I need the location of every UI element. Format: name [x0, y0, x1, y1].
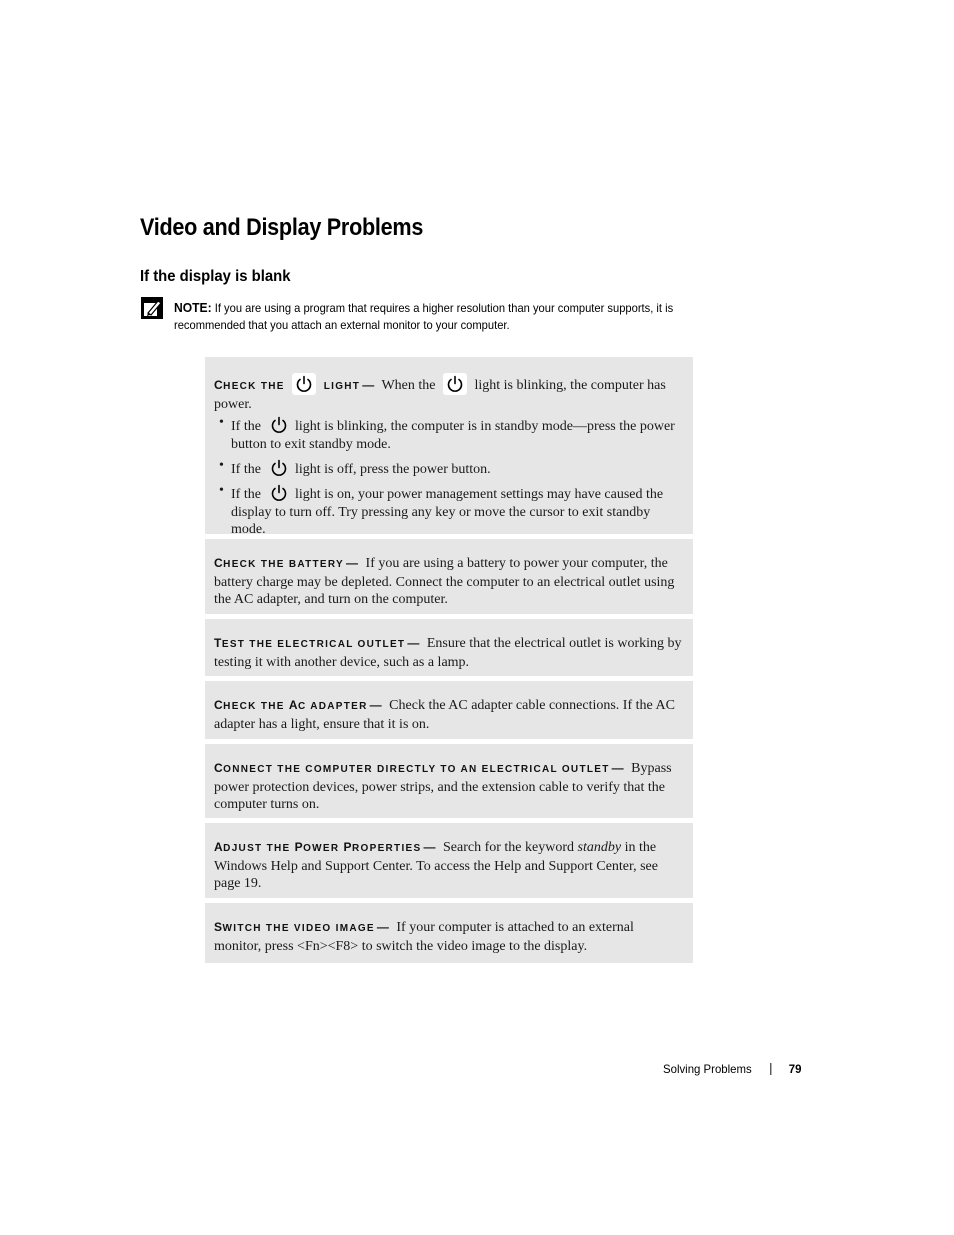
heading-dash: — [407, 636, 420, 650]
footer-separator [771, 1063, 772, 1075]
heading-dash: — [423, 840, 436, 854]
note-pencil-icon [141, 297, 163, 319]
page-number: 79 [788, 1062, 802, 1076]
direct-outlet-heading: CONNECT THE COMPUTER DIRECTLY TO AN ELECTRICAL OUTLET [214, 761, 610, 775]
outlet-box [205, 619, 693, 676]
battery-box [205, 539, 693, 614]
power-icon [269, 482, 289, 504]
check-light-text-a: When the [381, 378, 436, 393]
heading-dash: — [376, 920, 389, 934]
adapter-text: Check the AC adapter cable connections. If the AC adapter has a light, ensure that it is on. [214, 698, 675, 732]
adapter-heading: CHECK THE AC ADAPTER [214, 698, 368, 712]
power-icon [292, 373, 316, 395]
power-icon [443, 373, 467, 395]
heading-dash: — [369, 698, 382, 712]
power-properties-text-b: in the Windows Help and Support Center. To access the Help and Support Center, see page 19. [214, 840, 658, 891]
heading-dash: — [611, 761, 624, 775]
outlet-heading: TEST THE ELECTRICAL OUTLET [214, 636, 406, 650]
battery-heading: CHECK THE BATTERY [214, 556, 345, 570]
list-item: • If the light is on, your power management settings may have caused the display to turn off. Try pressing any key or move the cursor to exit standby mode. [231, 482, 684, 539]
note-label: NOTE: [174, 300, 212, 315]
page-title: Video and Display Problems [140, 214, 424, 241]
keyword: standby [577, 840, 622, 855]
video-image-text: If your computer is attached to an external monitor, press <Fn><F8> to switch the video image to the display. [214, 920, 634, 954]
power-properties-heading: ADJUST THE POWER PROPERTIES [214, 840, 422, 854]
direct-outlet-text: Bypass power protection devices, power strips, and the extension cable to verify that the computer turns on. [214, 761, 672, 812]
page-footer [663, 1062, 801, 1076]
battery-text: If you are using a battery to power your computer, the battery charge may be depleted. Connect the computer to an electrical outlet using the AC adapter, and turn on the computer. [214, 556, 675, 607]
note-text: If you are using a program that requires a higher resolution than your computer supports, it is recommended that you attach an external monitor to your computer. [174, 301, 674, 332]
video-image-heading: SWITCH THE VIDEO IMAGE [214, 920, 375, 934]
bullet-list [214, 414, 684, 539]
list-item: • If the light is blinking, the computer is in standby mode—press the power button to exit standby mode. [231, 414, 684, 454]
video-image-box [205, 903, 693, 963]
list-item: • If the light is off, press the power button. [231, 457, 684, 479]
footer-section: Solving Problems [663, 1062, 752, 1076]
heading-dash: — [346, 556, 359, 570]
direct-outlet-box [205, 744, 693, 818]
check-light-box [205, 357, 693, 537]
check-light-heading-a: CHECK THE [214, 378, 285, 392]
power-icon [269, 457, 289, 479]
check-light-heading-b: LIGHT [323, 381, 361, 392]
check-light-text-b: light is blinking, the computer has power. [214, 378, 666, 412]
power-properties-text-a: Search for the keyword [443, 840, 575, 855]
note [174, 299, 732, 334]
outlet-text: Ensure that the electrical outlet is working by testing it with another device, such as a lamp. [214, 636, 682, 670]
power-icon [269, 414, 289, 436]
adapter-box [205, 681, 693, 739]
section-title: If the display is blank [140, 268, 291, 285]
heading-dash: — [362, 378, 375, 392]
power-properties-box [205, 823, 693, 898]
